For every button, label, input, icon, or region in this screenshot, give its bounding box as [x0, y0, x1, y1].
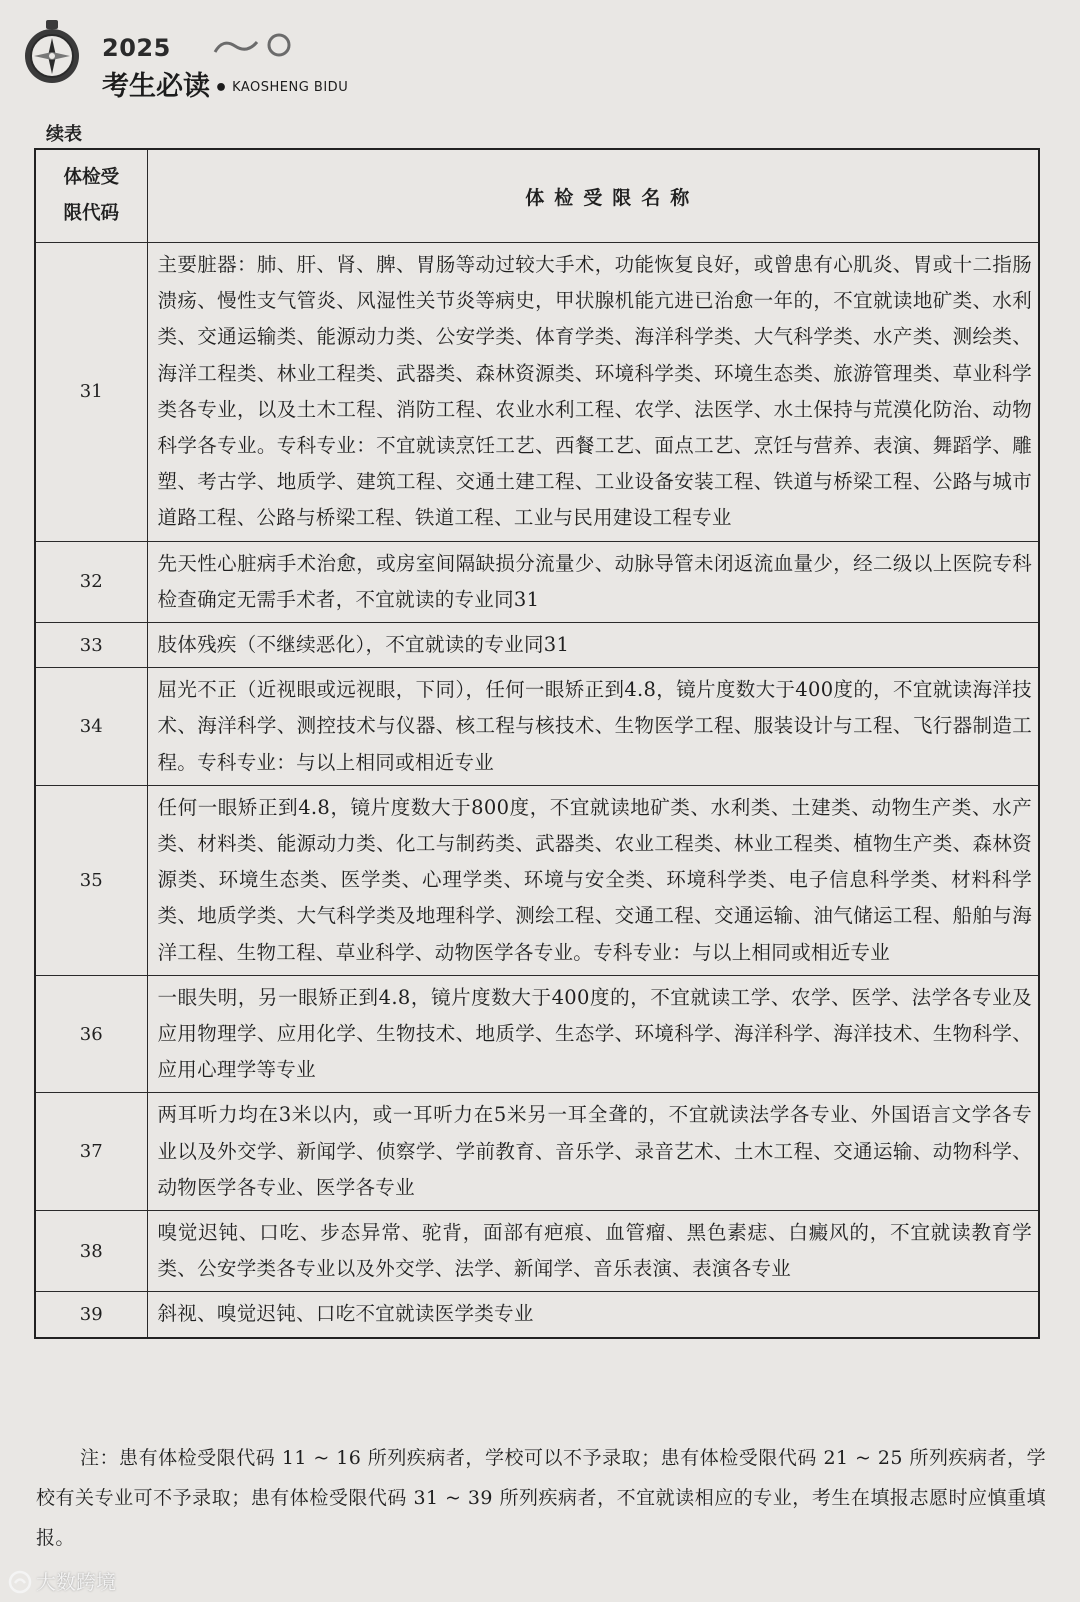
header-year: 2025	[102, 34, 171, 62]
header-brand	[102, 64, 348, 103]
brand-cn: 考生必读	[102, 71, 210, 102]
table-row	[35, 1093, 1039, 1211]
table-row	[35, 1211, 1039, 1292]
table-row	[35, 668, 1039, 786]
row-code: 34	[35, 668, 147, 786]
code-column-header	[35, 149, 147, 243]
row-text: 嗅觉迟钝、口吃、步态异常、驼背，面部有疤痕、血管瘤、黑色素痣、白癜风的，不宜就读教育学类、公安学类各专业以及外交学、法学、新闻学、音乐表演、表演各专业	[147, 1211, 1039, 1292]
row-code: 37	[35, 1093, 147, 1211]
code-header-line-2: 限代码	[63, 203, 119, 224]
table-row	[35, 785, 1039, 975]
table-row	[35, 975, 1039, 1093]
row-code: 31	[35, 243, 147, 542]
footnote: 注：患有体检受限代码 11 ~ 16 所列疾病者，学校可以不予录取；患有体检受限代码 21 ~ 25 所列疾病者，学校有关专业可不予录取；患有体检受限代码 31 ~ 39 所列疾病者，不宜就读相应的专业，考生在填报志愿时应慎重填报。	[36, 1447, 1046, 1549]
row-code: 32	[35, 541, 147, 622]
continued-label: 续表	[46, 124, 82, 145]
row-code: 38	[35, 1211, 147, 1292]
brand-en: KAOSHENG BIDU	[232, 80, 349, 95]
restriction-table	[34, 148, 1040, 1339]
header-decoration	[213, 32, 303, 58]
row-code: 33	[35, 623, 147, 668]
row-text: 屈光不正（近视眼或远视眼，下同），任何一眼矫正到4.8，镜片度数大于400度的，不宜就读海洋技术、海洋科学、测控技术与仪器、核工程与核技术、生物医学工程、服装设计与工程、飞行器制造工程。专科专业：与以上相同或相近专业	[147, 668, 1039, 786]
brand-dot: •	[214, 76, 229, 101]
table-row	[35, 541, 1039, 622]
table-header-row	[35, 149, 1039, 243]
compass-logo-icon	[18, 16, 86, 88]
watermark-icon	[8, 1570, 32, 1594]
row-text: 任何一眼矫正到4.8，镜片度数大于800度，不宜就读地矿类、水利类、土建类、动物生产类、水产类、材料类、能源动力类、化工与制药类、武器类、农业工程类、林业工程类、植物生产类、森林资源类、环境生态类、医学类、心理学类、环境与安全类、环境科学类、电子信息科学类、材料科学类、地质学类、大气科学类及地理科学、测绘工程、交通工程、交通运输、油气储运工程、船舶与海洋工程、生物工程、草业科学、动物医学各专业。专科专业：与以上相同或相近专业	[147, 785, 1039, 975]
name-column-header: 体检受限名称	[147, 149, 1039, 243]
table-row	[35, 623, 1039, 668]
row-code: 36	[35, 975, 147, 1093]
watermark-text: 大数跨境	[36, 1570, 116, 1594]
row-text: 主要脏器：肺、肝、肾、脾、胃肠等动过较大手术，功能恢复良好，或曾患有心肌炎、胃或十二指肠溃疡、慢性支气管炎、风湿性关节炎等病史，甲状腺机能亢进已治愈一年的，不宜就读地矿类、水利类、交通运输类、能源动力类、公安学类、体育学类、海洋科学类、大气科学类、水产类、测绘类、海洋工程类、林业工程类、武器类、森林资源类、环境科学类、环境生态类、旅游管理类、草业科学类各专业，以及土木工程、消防工程、农业水利工程、农学、法医学、水土保持与荒漠化防治、动物科学各专业。专科专业：不宜就读烹饪工艺、西餐工艺、面点工艺、烹饪与营养、表演、舞蹈学、雕塑、考古学、地质学、建筑工程、交通土建工程、工业设备安装工程、铁道与桥梁工程、公路与城市道路工程、公路与桥梁工程、铁道工程、工业与民用建设工程专业	[147, 243, 1039, 542]
row-text: 一眼失明，另一眼矫正到4.8，镜片度数大于400度的，不宜就读工学、农学、医学、法学各专业及应用物理学、应用化学、生物技术、地质学、生态学、环境科学、海洋科学、海洋技术、生物科学、应用心理学等专业	[147, 975, 1039, 1093]
code-header-line-1: 体检受	[63, 167, 119, 188]
row-code: 35	[35, 785, 147, 975]
watermark	[8, 1566, 116, 1595]
row-text: 两耳听力均在3米以内，或一耳听力在5米另一耳全聋的，不宜就读法学各专业、外国语言文学各专业以及外交学、新闻学、侦察学、学前教育、音乐学、录音艺术、土木工程、交通运输、动物科学、动物医学各专业、医学各专业	[147, 1093, 1039, 1211]
row-text: 先天性心脏病手术治愈，或房室间隔缺损分流量少、动脉导管未闭返流血量少，经二级以上医院专科检查确定无需手术者，不宜就读的专业同31	[147, 541, 1039, 622]
row-code: 39	[35, 1292, 147, 1338]
row-text: 斜视、嗅觉迟钝、口吃不宜就读医学类专业	[147, 1292, 1039, 1338]
page-header	[18, 14, 438, 102]
table-row	[35, 1292, 1039, 1338]
table-row	[35, 243, 1039, 542]
row-text: 肢体残疾（不继续恶化），不宜就读的专业同31	[147, 623, 1039, 668]
